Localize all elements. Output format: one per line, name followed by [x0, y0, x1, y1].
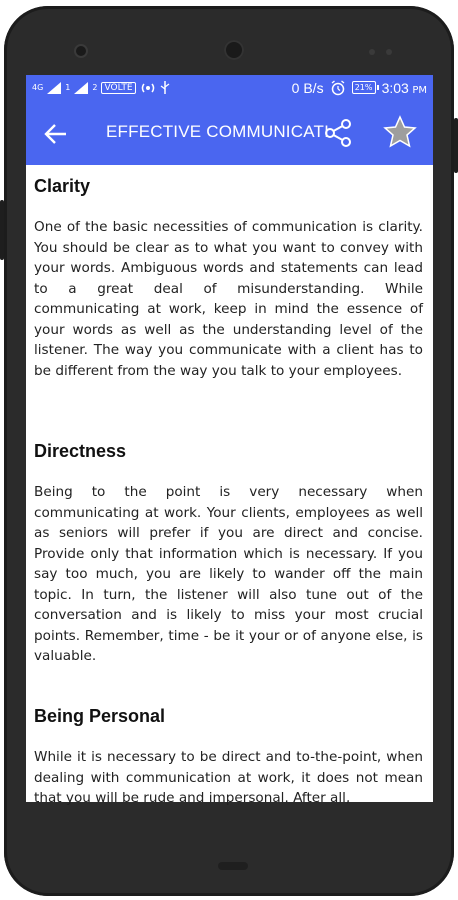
volte-badge: VOLTE: [101, 82, 135, 94]
section-body: Being to the point is very necessary when communicating at work. Your clients, employees as well as seniors will prefer if you are direct and concise. Provide only that information which is necessary. If you say too much, you are likely to wander off the main topic. In turn, the listener will also tune out of the conversation and is likely to miss your most crucial points. Remember, time - be it your or of anyone else, is valuable.: [34, 484, 423, 664]
app-bar: [26, 100, 433, 165]
proximity-sensor: [369, 49, 375, 55]
status-bar: [26, 75, 433, 100]
article-content: [26, 165, 433, 806]
section-heading: Being Personal: [34, 706, 166, 726]
network-type: 4G: [32, 83, 44, 92]
signal-icon: [47, 82, 61, 94]
clock-ampm: PM: [412, 84, 427, 96]
data-speed: 0 B/s: [291, 79, 324, 96]
battery-level: 21%: [354, 82, 373, 92]
share-icon[interactable]: [322, 117, 354, 149]
earpiece-speaker: [224, 40, 244, 60]
volume-button: [0, 200, 4, 260]
clock-time: 3:03: [381, 79, 409, 96]
light-sensor: [386, 49, 392, 55]
power-button: [454, 118, 458, 173]
section-body: While it is necessary to be direct and to-the-point, when dealing with communication at work, it does not mean that you will be rude and impersonal. After all,: [34, 749, 423, 806]
signal-icon: [74, 82, 88, 94]
star-icon[interactable]: [382, 114, 418, 150]
usb-icon: [160, 81, 170, 94]
sim2-label: 2: [92, 83, 98, 92]
back-arrow-icon[interactable]: [38, 120, 74, 148]
hotspot-icon: [140, 82, 156, 94]
alarm-icon: [330, 80, 346, 96]
clock: [382, 80, 427, 96]
bottom-speaker: [218, 862, 248, 870]
page-title: EFFECTIVE COMMUNICATI: [106, 122, 329, 141]
section-heading: Clarity: [34, 176, 91, 196]
screen: [26, 75, 433, 806]
battery-icon: [352, 81, 376, 94]
sim1-label: 1: [65, 83, 71, 92]
section-body: One of the basic necessities of communication is clarity. You should be clear as to what you want to convey with your words. Ambiguous words and statements can lead to a great deal of misunderstanding. While communicating at work, keep in mind the essence of your words as well as the understanding level of the listener. The way you communicate with a client has to be different from the way you talk to your employees.: [34, 219, 423, 379]
front-camera: [76, 46, 86, 56]
section-heading: Directness: [34, 441, 127, 461]
